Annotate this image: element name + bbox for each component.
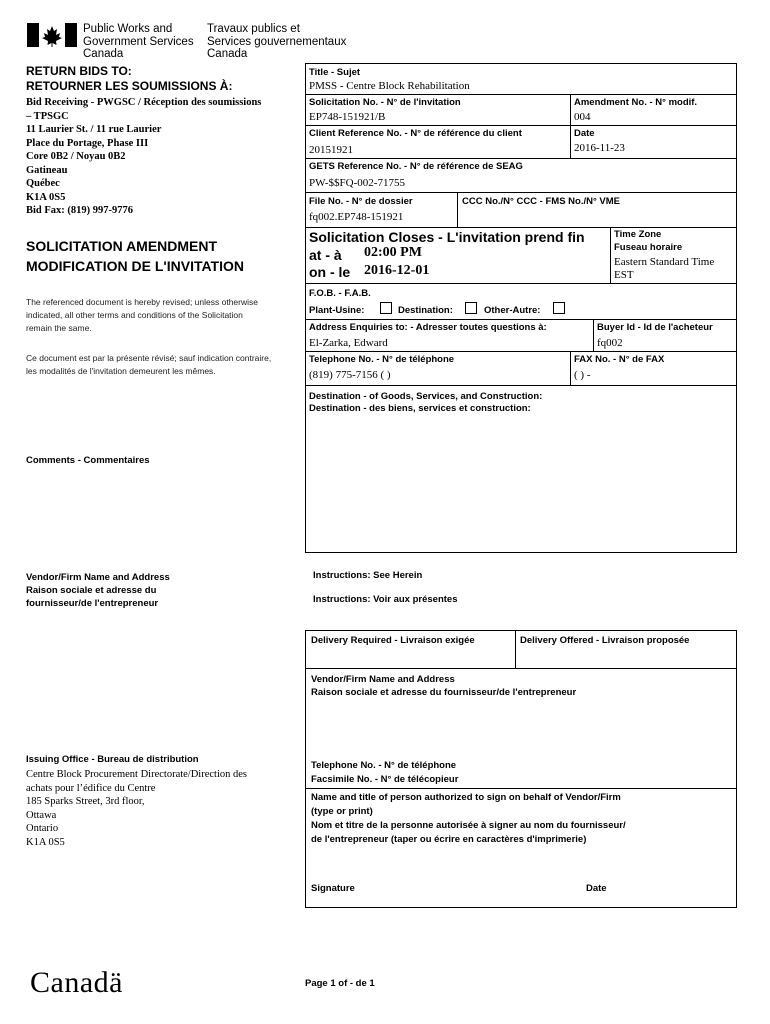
department-name-en: Public Works and Government Services Canada <box>83 23 194 60</box>
instructions-fr: Instructions: Voir aux présentes <box>313 594 458 605</box>
closing-date-value: 2016-12-01 <box>364 263 430 278</box>
client-reference-value: 20151921 <box>309 144 353 156</box>
authorized-signer-label: Name and title of person authorized to sign on behalf of Vendor/Firm (type or print) Nom et titre de la personne autorisée à signer au nom du fournisseur/ de l'entrepreneur (taper ou écrire en caractères d'imprimerie) <box>311 792 626 845</box>
vendor-telephone-label: Telephone No. - N° de téléphone <box>311 760 457 771</box>
address-enquiries-value: El-Zarka, Edward <box>309 337 388 349</box>
buyer-id-value: fq002 <box>597 337 623 349</box>
amendment-no-label: Amendment No. - N° modif. <box>574 97 698 108</box>
signature-label: Signature <box>311 883 355 894</box>
instructions-en: Instructions: See Herein <box>313 570 423 581</box>
amendment-title: SOLICITATION AMENDMENT MODIFICATION DE L'INVITATION <box>26 238 244 274</box>
fob-label: F.O.B. - F.A.B. <box>309 288 371 299</box>
amendment-no-value: 004 <box>574 111 591 123</box>
canada-wordmark: Canadä <box>30 966 123 999</box>
destination-checkbox[interactable] <box>465 302 477 314</box>
issuing-office-label: Issuing Office - Bureau de distribution <box>26 754 199 765</box>
closing-time-value: 02:00 PM <box>364 245 422 260</box>
delivery-required-label: Delivery Required - Livraison exigée <box>311 635 475 646</box>
client-reference-label: Client Reference No. - N° de référence du client <box>309 128 522 139</box>
address-enquiries-label: Address Enquiries to: - Adresser toutes questions à: <box>309 322 547 333</box>
solicitation-no-value: EP748-151921/B <box>309 111 386 123</box>
plant-usine-label: Plant-Usine: <box>309 305 365 316</box>
telephone-value: (819) 775-7156 ( ) <box>309 369 391 381</box>
plant-usine-checkbox[interactable] <box>380 302 392 314</box>
telephone-label: Telephone No. - N° de téléphone <box>309 354 455 365</box>
file-no-label: File No. - N° de dossier <box>309 196 413 207</box>
vendor-fax-label: Facsimile No. - N° de télécopieur <box>311 774 459 785</box>
date-value: 2016-11-23 <box>574 142 625 154</box>
solicitation-closes-label: Solicitation Closes - L'invitation prend fin <box>309 229 585 245</box>
other-autre-checkbox[interactable] <box>553 302 565 314</box>
at-label: at - à <box>309 247 342 263</box>
buyer-id-label: Buyer Id - Id de l'acheteur <box>597 322 713 333</box>
gets-reference-value: PW-$$FQ-002-71755 <box>309 177 405 189</box>
time-zone-abbr: EST <box>614 269 634 281</box>
comments-label: Comments - Commentaires <box>26 455 150 466</box>
amendment-text-en: The referenced document is hereby revised; unless otherwise indicated, all other terms and conditions of the Solicitation remain the same. <box>26 297 258 333</box>
amendment-text-fr: Ce document est par la présente révisé; sauf indication contraire, les modalités de l'invitation demeurent les mêmes. <box>26 353 272 376</box>
page-number: Page 1 of - de 1 <box>305 978 375 989</box>
fax-value: ( ) - <box>574 369 591 381</box>
ccc-no-label: CCC No./N° CCC - FMS No./N° VME <box>462 196 621 207</box>
title-label: Title - Sujet <box>309 67 361 78</box>
canada-flag-icon <box>27 23 77 47</box>
government-logo <box>27 23 77 47</box>
destination-goods-label: Destination - of Goods, Services, and Construction: Destination - des biens, services et construction: <box>309 391 543 414</box>
title-value: PMSS - Centre Block Rehabilitation <box>309 80 470 92</box>
time-zone-label: Time Zone <box>614 229 662 240</box>
vendor-firm-label-left: Vendor/Firm Name and Address Raison sociale et adresse du fournisseur/de l'entrepreneur <box>26 572 170 609</box>
delivery-offered-label: Delivery Offered - Livraison proposée <box>520 635 690 646</box>
date-label: Date <box>574 128 595 139</box>
signature-date-label: Date <box>586 883 607 894</box>
other-autre-label: Other-Autre: <box>484 305 541 316</box>
fuseau-horaire-label: Fuseau horaire <box>614 242 683 253</box>
department-name-fr: Travaux publics et Services gouvernementaux Canada <box>207 23 347 60</box>
issuing-office-address: Centre Block Procurement Directorate/Direction des achats pour l’édifice du Centre 185 Sparks Street, 3rd floor, Ottawa Ontario K1A 0S5 <box>26 769 248 848</box>
return-bids-address: Bid Receiving - PWGSC / Réception des soumissions – TPSGC 11 Laurier St. / 11 rue Laurier Place du Portage, Phase III Core 0B2 / Noyau 0B2 Gatineau Québec K1A 0S5 Bid Fax: (819) 997-9776 <box>26 97 262 216</box>
solicitation-no-label: Solicitation No. - N° de l'invitation <box>309 97 461 108</box>
return-bids-title-en: RETURN BIDS TO: <box>26 64 132 78</box>
on-label: on - le <box>309 264 351 280</box>
gets-reference-label: GETS Reference No. - N° de référence de SEAG <box>309 161 523 172</box>
file-no-value: fq002.EP748-151921 <box>309 211 404 223</box>
return-bids-title-fr: RETOURNER LES SOUMISSIONS À: <box>26 79 233 93</box>
destination-checkbox-label: Destination: <box>398 305 453 316</box>
vendor-firm-label: Vendor/Firm Name and Address Raison sociale et adresse du fournisseur/de l'entrepreneur <box>311 674 577 698</box>
fax-label: FAX No. - N° de FAX <box>574 354 665 365</box>
time-zone-value: Eastern Standard Time <box>614 256 715 268</box>
